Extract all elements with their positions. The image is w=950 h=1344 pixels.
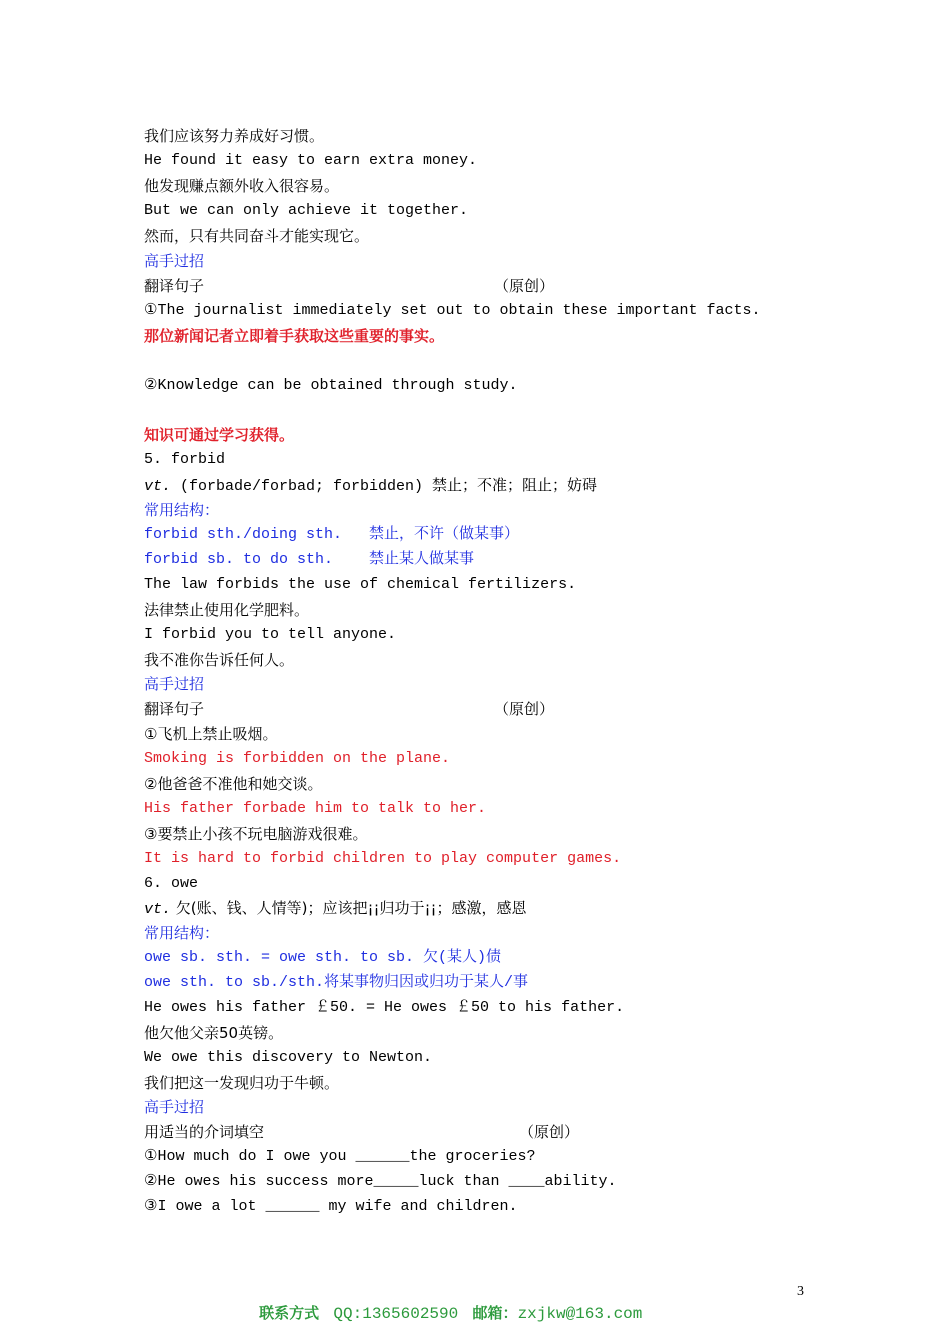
structure-line: forbid sb. to do sth. 禁止某人做某事	[144, 551, 475, 568]
text-line: 我们应该努力养成好习惯。	[144, 127, 325, 145]
original-tag: （原创）	[519, 1123, 580, 1141]
text-line: 法律禁止使用化学肥料。	[144, 601, 310, 619]
text-line: 然而，只有共同奋斗才能实现它。	[144, 227, 370, 245]
word-heading: 6. owe	[144, 875, 199, 892]
text-line: The law forbids the use of chemical fertilizers.	[144, 576, 577, 593]
exercise-title: 翻译句子 （原创）	[144, 277, 555, 295]
footer-qq: QQ:1365602590	[333, 1305, 459, 1323]
page-number: 3	[797, 1284, 804, 1299]
text-line: 他发现赚点额外收入很容易。	[144, 177, 340, 195]
text-line: 他欠他父亲50英镑。	[144, 1024, 284, 1042]
structure-heading: 常用结构：	[144, 924, 220, 942]
answer-line: 知识可通过学习获得。	[144, 426, 295, 444]
answer-line: His father forbade him to talk to her.	[144, 800, 487, 817]
answer-line: 那位新闻记者立即着手获取这些重要的事实。	[144, 327, 445, 345]
structure-heading: 常用结构：	[144, 501, 220, 519]
exercise-item: ①How much do I owe you ______the groceries?	[144, 1148, 536, 1165]
text-line: I forbid you to tell anyone.	[144, 626, 397, 643]
original-tag: （原创）	[494, 700, 555, 718]
structure-line: owe sth. to sb./sth.将某事物归因或归功于某人/事	[144, 974, 529, 991]
original-tag: （原创）	[494, 277, 555, 295]
word-heading: 5. forbid	[144, 451, 226, 468]
text-line: We owe this discovery to Newton.	[144, 1049, 433, 1066]
exercise-item: ①飞机上禁止吸烟。	[144, 725, 278, 743]
exercise-title: 翻译句子 （原创）	[144, 700, 555, 718]
section-heading: 高手过招	[144, 252, 205, 270]
structure-line: forbid sth./doing sth. 禁止，不许（做某事）	[144, 526, 520, 543]
text-line: But we can only achieve it together.	[144, 202, 469, 219]
structure-line: owe sb. sth. = owe sth. to sb. 欠(某人)债	[144, 949, 502, 966]
footer-mail: zxjkw@163.com	[517, 1305, 643, 1323]
footer-contact-label: 联系方式	[259, 1304, 320, 1322]
section-heading: 高手过招	[144, 675, 205, 693]
exercise-item: ①The journalist immediately set out to obtain these important facts.	[144, 302, 761, 319]
text-line: 我不准你告诉任何人。	[144, 651, 295, 669]
exercise-item: ②Knowledge can be obtained through study.	[144, 377, 518, 394]
answer-line: Smoking is forbidden on the plane.	[144, 750, 451, 767]
section-heading: 高手过招	[144, 1098, 205, 1116]
text-line: He found it easy to earn extra money.	[144, 152, 478, 169]
exercise-item: ③I owe a lot ______ my wife and children.	[144, 1198, 518, 1215]
footer-mail-label: 邮箱：	[472, 1304, 518, 1322]
exercise-item: ②他爸爸不准他和她交谈。	[144, 775, 323, 793]
page-footer	[240, 1284, 642, 1341]
text-line: He owes his father ￡50. = He owes ￡50 to his father.	[144, 999, 625, 1016]
answer-line: It is hard to forbid children to play computer games.	[144, 850, 622, 867]
exercise-item: ②He owes his success more_____luck than ____ability.	[144, 1173, 617, 1190]
text-line: 我们把这一发现归功于牛顿。	[144, 1074, 340, 1092]
definition-line: vt. (forbade/forbad; forbidden) 禁止；不准；阻止；妨碍	[144, 478, 598, 495]
definition-line: vt. 欠(账、钱、人情等)；应该把¡¡归功于¡¡；感激，感恩	[144, 899, 527, 918]
exercise-title: 用适当的介词填空 （原创）	[144, 1123, 580, 1141]
exercise-item: ③要禁止小孩不玩电脑游戏很难。	[144, 825, 368, 843]
